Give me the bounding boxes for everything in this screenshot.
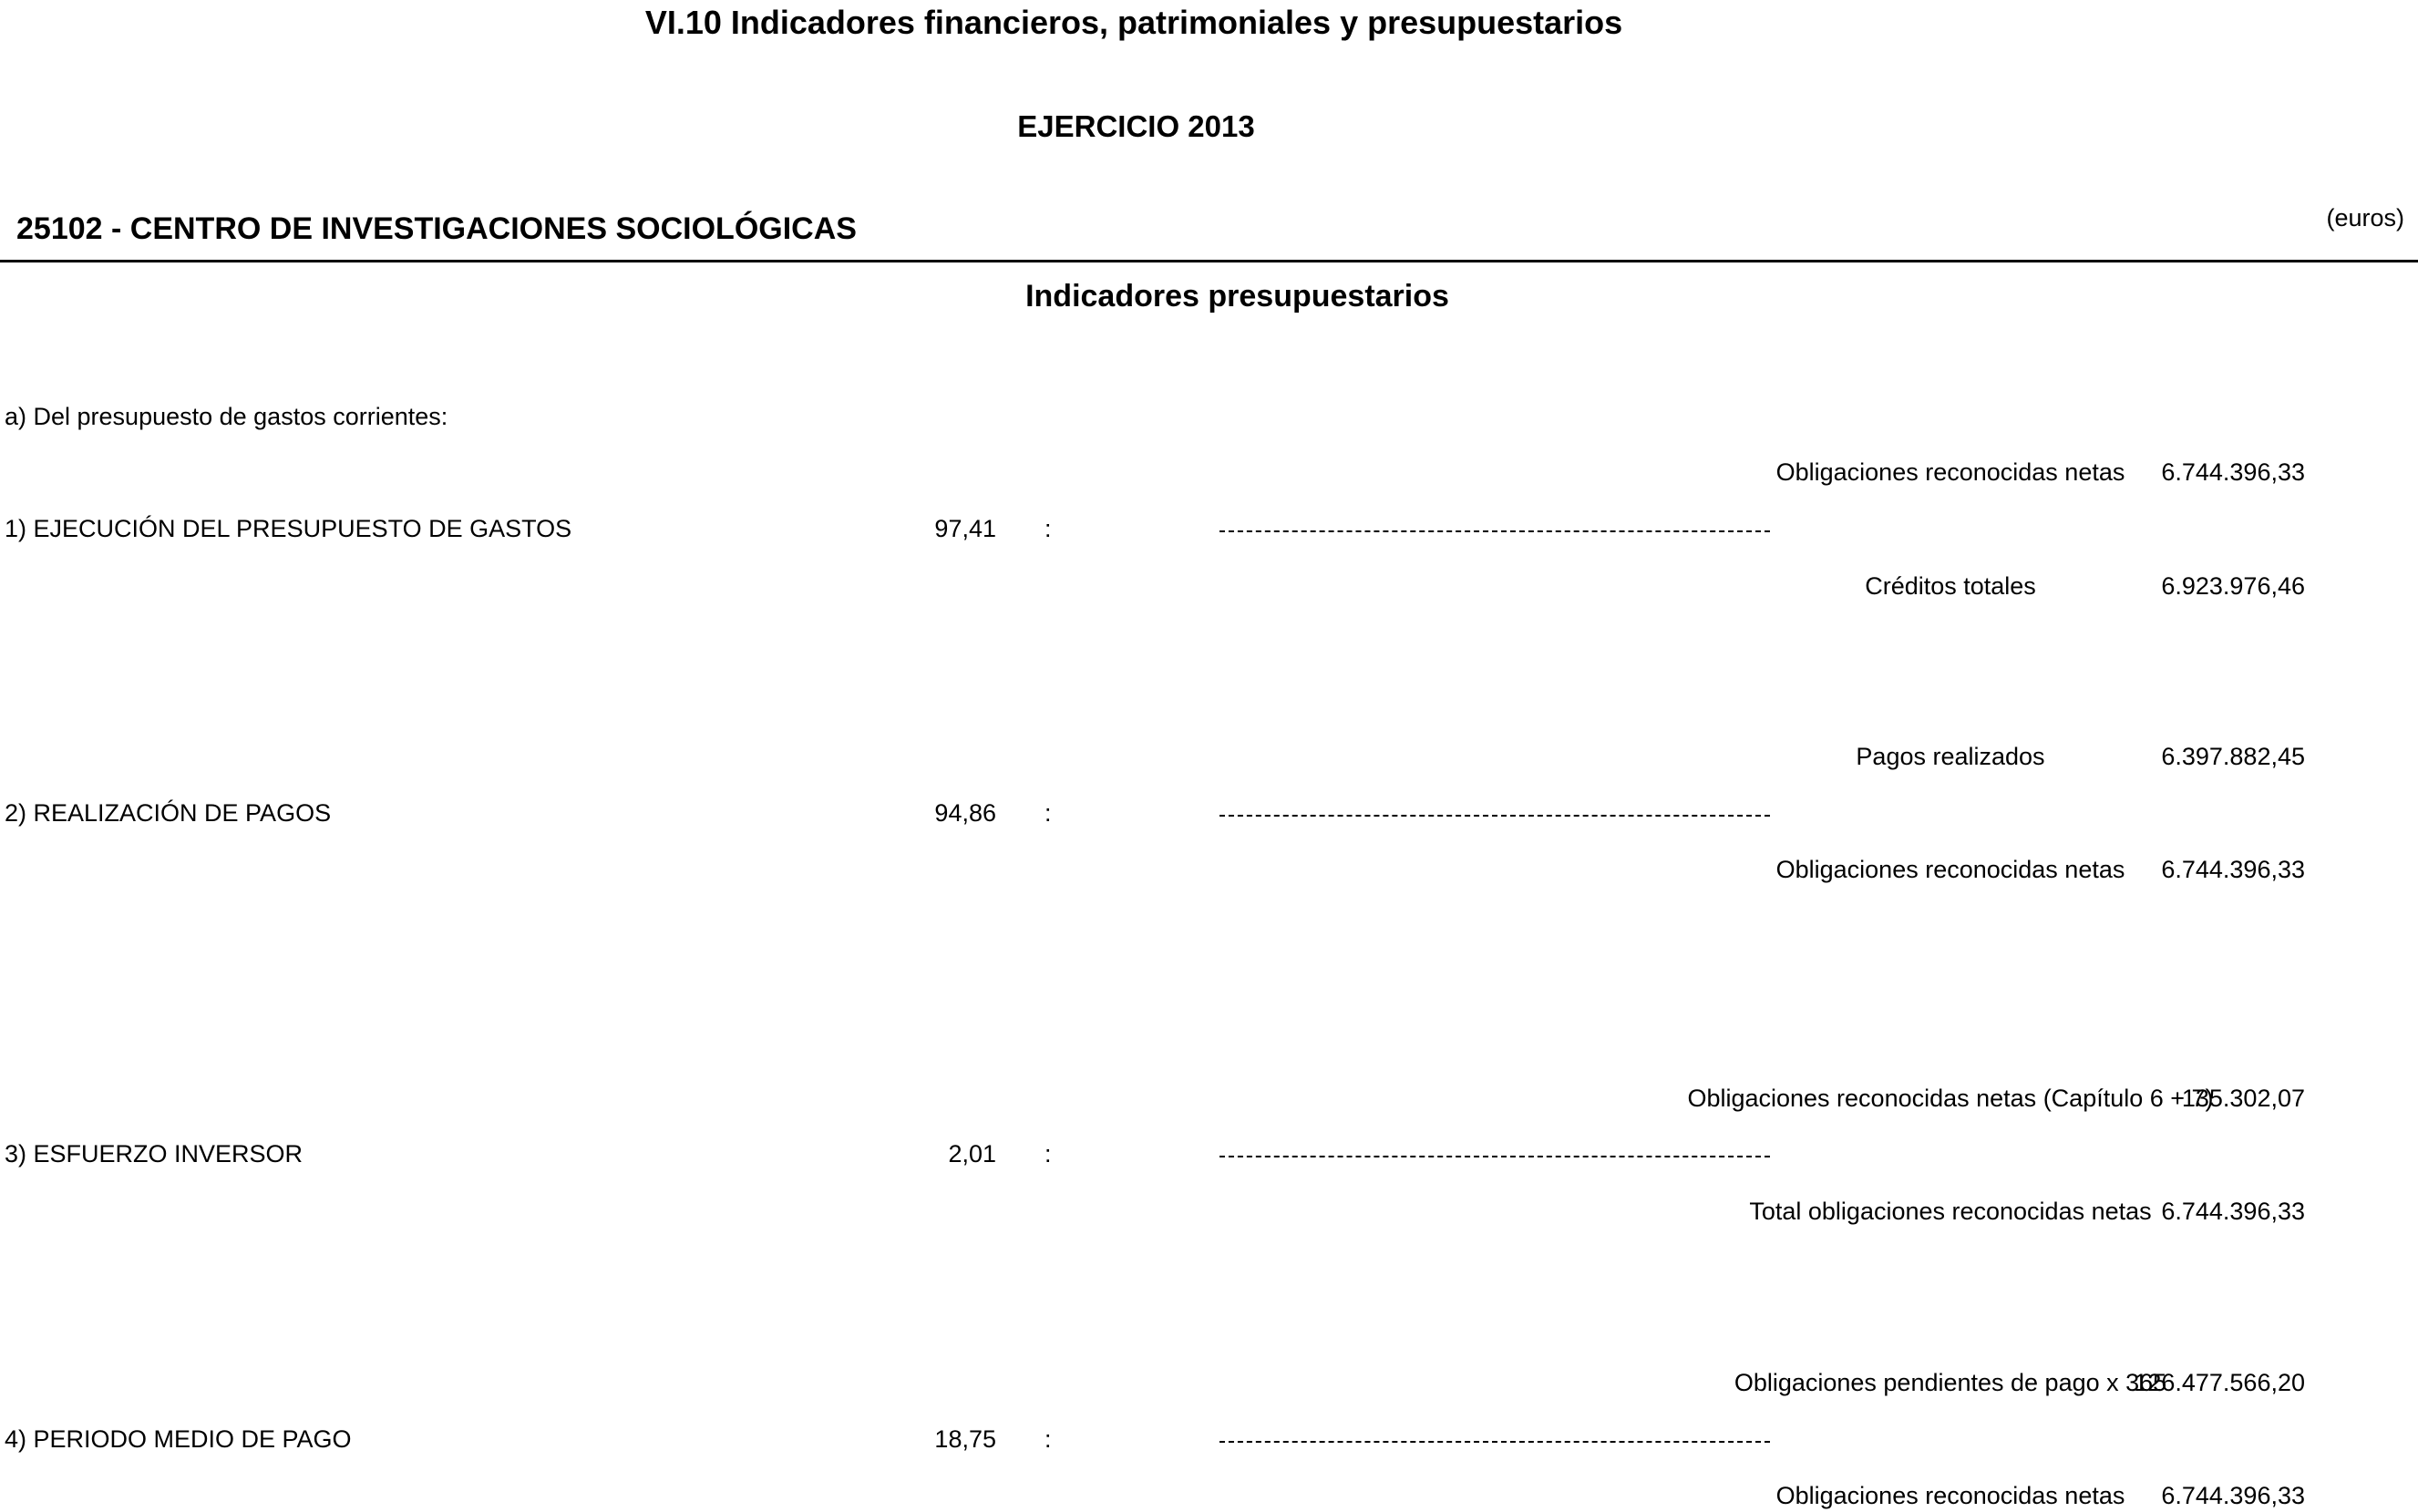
numerator-label: Obligaciones reconocidas netas — [1775, 458, 2125, 486]
currency-units: (euros) — [2326, 204, 2404, 231]
numerator-label: Pagos realizados — [1856, 743, 2045, 770]
denominator-label: Obligaciones reconocidas netas — [1775, 856, 2125, 883]
denominator-label: Créditos totales — [1865, 572, 2036, 600]
denominator-label: Total obligaciones reconocidas netas — [1749, 1198, 2152, 1225]
indicator-separator: : — [1044, 799, 1052, 827]
indicator-value: 97,41 — [934, 515, 996, 542]
indicator-separator: : — [1044, 515, 1052, 542]
fraction-line — [1219, 1441, 1770, 1443]
fraction-line — [1219, 530, 1770, 532]
denominator-label: Obligaciones reconocidas netas — [1775, 1482, 2125, 1509]
indicator-label: 1) EJECUCIÓN DEL PRESUPUESTO DE GASTOS — [5, 515, 572, 542]
fraction-line — [1219, 1156, 1770, 1157]
fiscal-year: EJERCICIO 2013 — [1017, 109, 1255, 143]
numerator-label: Obligaciones reconocidas netas (Capítulo 6 + 7) — [1687, 1085, 2214, 1112]
numerator-value: 126.477.566,20 — [2134, 1369, 2305, 1396]
indicator-separator: : — [1044, 1140, 1052, 1167]
numerator-value: 6.397.882,45 — [2161, 743, 2305, 770]
numerator-value: 6.744.396,33 — [2161, 458, 2305, 486]
numerator-value: 135.302,07 — [2181, 1085, 2305, 1112]
document-title: VI.10 Indicadores financieros, patrimoniales y presupuestarios — [644, 4, 1623, 41]
entity-name: 25102 - CENTRO DE INVESTIGACIONES SOCIOLÓGICAS — [16, 211, 857, 246]
indicator-label: 4) PERIODO MEDIO DE PAGO — [5, 1425, 352, 1453]
numerator-label: Obligaciones pendientes de pago x 365 — [1734, 1369, 2167, 1396]
indicator-separator: : — [1044, 1425, 1052, 1453]
indicator-label: 2) REALIZACIÓN DE PAGOS — [5, 799, 332, 827]
denominator-value: 6.744.396,33 — [2161, 1482, 2305, 1509]
header-divider — [0, 260, 2418, 262]
denominator-value: 6.923.976,46 — [2161, 572, 2305, 600]
indicator-value: 94,86 — [934, 799, 996, 827]
subsection-heading: a) Del presupuesto de gastos corrientes: — [5, 403, 448, 430]
indicator-value: 2,01 — [948, 1140, 996, 1167]
section-title: Indicadores presupuestarios — [1025, 279, 1449, 314]
denominator-value: 6.744.396,33 — [2161, 1198, 2305, 1225]
fraction-line — [1219, 815, 1770, 817]
indicator-value: 18,75 — [934, 1425, 996, 1453]
denominator-value: 6.744.396,33 — [2161, 856, 2305, 883]
indicator-label: 3) ESFUERZO INVERSOR — [5, 1140, 304, 1167]
